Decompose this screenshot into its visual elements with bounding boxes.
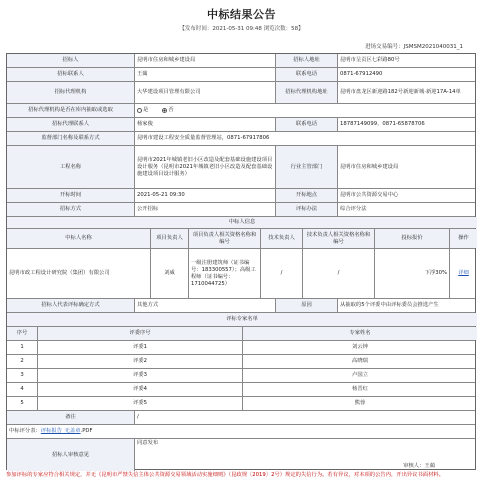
publish-meta: 【发布时间：2021-05-31 09:48 浏览次数：58】 xyxy=(179,26,304,32)
project-label: 工程名称 xyxy=(7,146,135,188)
tenderer-addr-value: 昆明市呈贡区七彩路80号 xyxy=(340,57,400,63)
attachment-cell xyxy=(7,425,477,438)
row-agency-check xyxy=(7,104,475,118)
committee-seat: 评委2 xyxy=(38,355,243,368)
winner-pm: 刘威 xyxy=(151,249,189,298)
winner-col-action: 操作 xyxy=(450,229,477,248)
open-place-label: 开标地点 xyxy=(276,189,338,202)
row-contact xyxy=(7,68,475,82)
winner-col-pm-cert: 项目负责人相关资格名称和编号 xyxy=(189,229,261,248)
agency-check-label: 招标代理机构是否在库内抽取或选取 xyxy=(7,104,135,117)
table-row xyxy=(7,383,475,397)
committee-section-title: 评标专家名单 xyxy=(7,313,477,326)
project-number-label: 进场交易编号： xyxy=(365,44,404,50)
project-value: 昆明市2021年城镇老旧小区改造及配套基础设施建设项目设计服务（昆明市2021年城镇老旧小区改造及配套基础设施建设项目设计服务） xyxy=(135,146,276,188)
winner-header-row xyxy=(7,229,475,249)
winner-col-name: 中标人名称 xyxy=(7,229,151,248)
supervisor-label: 监督部门名称及联系方式 xyxy=(7,132,135,145)
committee-expert: 卢国立 xyxy=(352,372,368,378)
page-title: 中标结果公告 xyxy=(207,8,276,21)
project-number xyxy=(365,42,463,50)
committee-col-no: 序号 xyxy=(7,327,38,340)
open-time-value: 2021-05-21 09:30 xyxy=(135,189,276,202)
committee-seat: 评委5 xyxy=(38,397,243,410)
method-label: 招标方式 xyxy=(7,203,135,216)
agency-contact-value: 杨家俊 xyxy=(135,118,276,131)
winner-col-pm: 项目负责人 xyxy=(151,229,189,248)
committee-no: 1 xyxy=(7,341,38,354)
committee-expert: 熊蓉 xyxy=(354,400,366,406)
agency-phone-value: 18787149099、0871-65878706 xyxy=(340,121,425,127)
winner-detail-link[interactable]: 详细 xyxy=(458,270,469,276)
winner-detail-cell xyxy=(450,249,477,298)
reviewer: 审核人：王蔺 xyxy=(403,463,435,469)
committee-seat: 评委1 xyxy=(38,341,243,354)
row-remarks xyxy=(7,411,475,425)
winner-tech-cert: / xyxy=(303,249,375,298)
winner-price: 下浮30% xyxy=(375,249,450,298)
committee-expert: 高晓瑞 xyxy=(352,358,368,364)
attachment-link[interactable]: 评标报告_无盖章 xyxy=(40,428,81,434)
radio-no[interactable] xyxy=(162,108,167,113)
committee-seat: 评委3 xyxy=(38,369,243,382)
tenderer-addr-label: 招标人地址 xyxy=(276,54,338,67)
committee-expert: 杨晋红 xyxy=(352,386,368,392)
review-label: 招标人审核意见 xyxy=(7,439,135,471)
evaluation-label: 评标办法 xyxy=(276,203,338,216)
contact-label: 招标联系人 xyxy=(7,68,135,81)
radio-no-label: 否 xyxy=(168,107,174,113)
row-open-time xyxy=(7,189,475,203)
method-value: 公开招标 xyxy=(135,203,276,216)
remarks-label: 备注 xyxy=(7,411,135,424)
agency-rep-value: 其他方式 xyxy=(135,299,276,312)
row-attachment xyxy=(7,425,475,439)
row-winner-title xyxy=(7,217,475,229)
attachment-label: 中标评分表： xyxy=(9,428,41,434)
committee-expert: 刘云钟 xyxy=(352,344,368,350)
committee-col-name: 专家姓名 xyxy=(243,327,477,340)
radio-yes-label: 是 xyxy=(143,107,149,113)
agency-label: 招标代理机构 xyxy=(7,82,135,103)
agency-addr-label: 招标代理机构地址 xyxy=(276,82,338,103)
row-tenderer xyxy=(7,54,475,68)
open-time-label: 开标时间 xyxy=(7,189,135,202)
row-review xyxy=(7,439,475,471)
committee-no: 4 xyxy=(7,383,38,396)
evaluation-value: 综合评分法 xyxy=(340,206,367,212)
agency-check-options xyxy=(135,104,477,117)
agency-addr-value: 昆明市盘龙区新迎路182号新迎新城·新迎17A-14单 xyxy=(340,89,461,95)
row-agency-contact xyxy=(7,118,475,132)
winner-tech: / xyxy=(261,249,303,298)
row-supervisor xyxy=(7,132,475,146)
agency-rep-reason: 从抽取的5个评委中由评标委员会推选产生 xyxy=(340,302,439,308)
row-agency-rep xyxy=(7,299,475,313)
dept-label: 行业主管部门 xyxy=(276,146,338,188)
table-row xyxy=(7,397,475,411)
row-agency xyxy=(7,82,475,104)
agency-value: 大华建设项目管理有限公司 xyxy=(135,82,276,103)
committee-no: 5 xyxy=(7,397,38,410)
committee-no: 2 xyxy=(7,355,38,368)
phone-value: 0871-67912490 xyxy=(340,71,383,77)
contact-value: 王蔺 xyxy=(135,68,276,81)
winner-col-tech: 技术负责人 xyxy=(261,229,303,248)
review-cell xyxy=(135,439,477,471)
winner-col-price: 投标报价 xyxy=(375,229,450,248)
project-number-value: JSMSM2021040031_1 xyxy=(403,44,463,50)
committee-seat: 评委4 xyxy=(38,383,243,396)
agency-contact-label: 招标代理联系人 xyxy=(7,118,135,131)
committee-col-seat: 评委序号 xyxy=(38,327,243,340)
table-row xyxy=(7,369,475,383)
agency-phone-label: 联系电话 xyxy=(276,118,338,131)
committee-no: 3 xyxy=(7,369,38,382)
phone-label: 联系电话 xyxy=(276,68,338,81)
winner-pm-cert: 一级注册建筑师（证书编号：183300557）；高级工程师（证书编号：1710044725） xyxy=(189,249,261,298)
table-row xyxy=(7,249,475,299)
row-project xyxy=(7,146,475,189)
remarks-value: / xyxy=(137,414,139,420)
result-table xyxy=(6,53,476,470)
winner-name: 昆明市政工程设计研究院（集团）有限公司 xyxy=(7,249,151,298)
agency-rep-label: 招标人代表评标确定方式 xyxy=(7,299,135,312)
attachment-ext: .PDF xyxy=(80,428,93,434)
tenderer-label: 招标人 xyxy=(7,54,135,67)
table-row xyxy=(7,341,475,355)
dept-value: 昆明市住房和城乡建设局 xyxy=(340,163,399,170)
row-committee-title xyxy=(7,313,475,327)
table-row xyxy=(7,355,475,369)
winner-col-tech-cert: 技术负责人相关资格名称和编号 xyxy=(303,229,375,248)
winner-section-title: 中标人信息 xyxy=(7,217,477,228)
review-value: 同意发布 xyxy=(137,440,159,446)
tenderer-value: 昆明市住房和城乡建设局 xyxy=(135,54,276,67)
radio-yes[interactable] xyxy=(137,108,142,113)
supervisor-value: 昆明市建设工程安全质量监督管理站，0871-67917806 xyxy=(137,135,270,141)
open-place-value: 昆明市公共资源交易中心 xyxy=(340,192,399,198)
row-method xyxy=(7,203,475,217)
committee-header-row xyxy=(7,327,475,341)
notice-text: 参加评标的专家应符合相关规定，并无《昆明市严禁失信主体公共资源交易领域活动实施细则》（昆政规〔2019〕2号）规定的失信行为。若有异议，对本项的公告内，开出异议书面材料。 xyxy=(6,472,444,478)
agency-rep-reason-label: 原因 xyxy=(276,299,338,312)
